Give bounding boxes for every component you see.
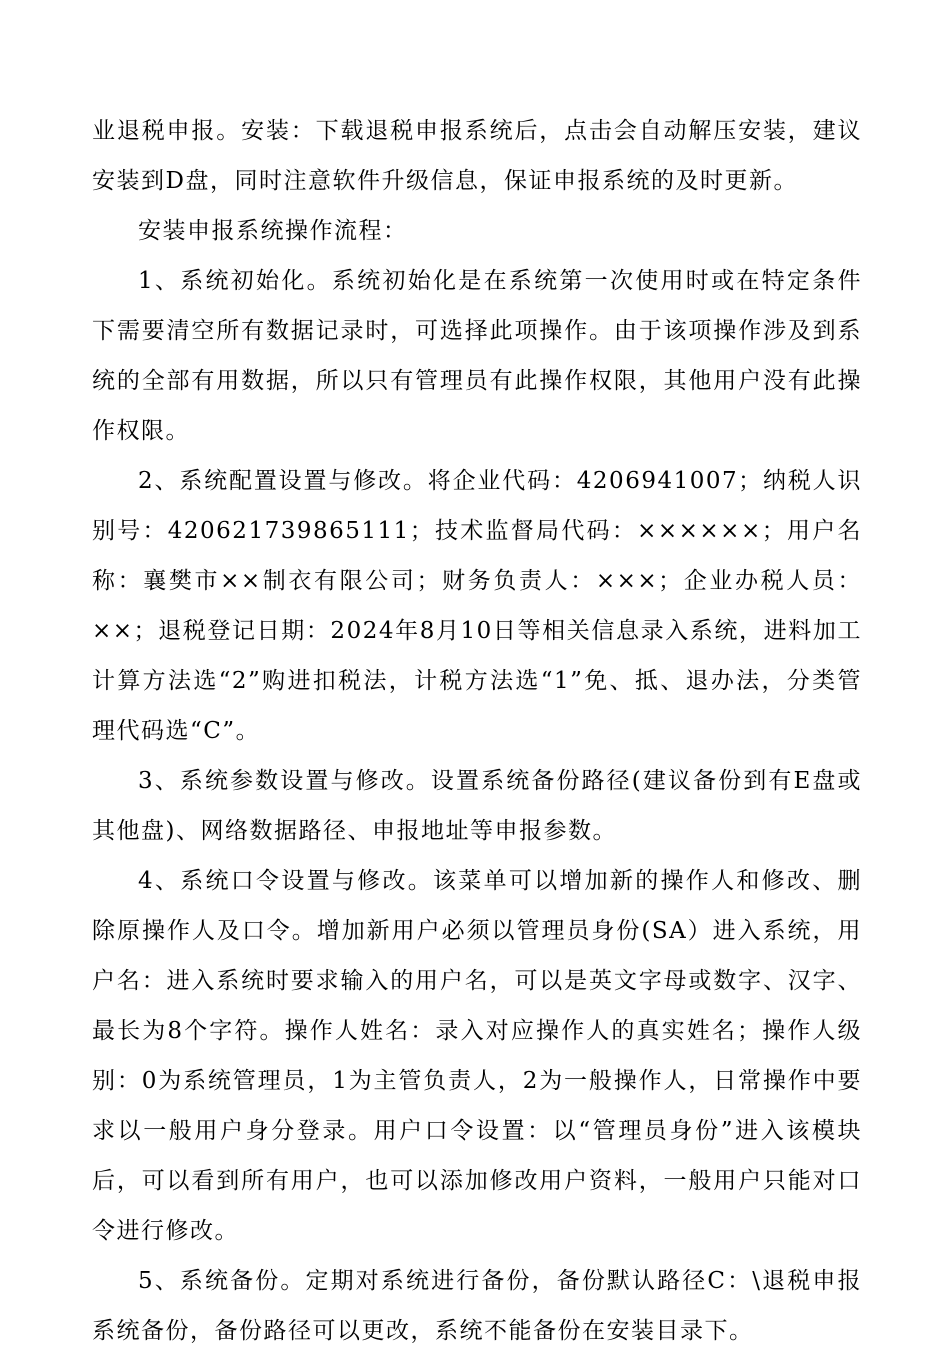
paragraph-install-intro: 业退税申报。安装：下载退税申报系统后，点击会自动解压安装，建议安装到D盘，同时注意软件升级信息，保证申报系统的及时更新。 xyxy=(92,118,862,194)
paragraph-step-1-initialization: 1、系统初始化。系统初始化是在系统第一次使用时或在特定条件下需要清空所有数据记录时，可选择此项操作。由于该项操作涉及到系统的全部有用数据，所以只有管理员有此操作权限，其他用户没有此操作权限。 xyxy=(92,268,862,444)
document-body xyxy=(92,106,862,1356)
paragraph-step-2-configuration: 2、系统配置设置与修改。将企业代码：4206941007；纳税人识别号：420621739865111；技术监督局代码：××××××；用户名称：襄樊市××制衣有限公司；财务负责人：×××；企业办税人员：××；退税登记日期：2024年8月10日等相关信息录入系统，进料加工计算方法选“2”购进扣税法，计税方法选“1”免、抵、退办法，分类管理代码选“C”。 xyxy=(92,468,862,744)
paragraph-process-heading: 安装申报系统操作流程： xyxy=(138,218,408,244)
paragraph-step-5-backup: 5、系统备份。定期对系统进行备份，备份默认路径C：\退税申报系统备份，备份路径可以更改，系统不能备份在安装目录下。 xyxy=(92,1268,862,1344)
paragraph-step-3-parameters: 3、系统参数设置与修改。设置系统备份路径(建议备份到有E盘或其他盘)、网络数据路径、申报地址等申报参数。 xyxy=(92,768,862,844)
paragraph-step-4-password: 4、系统口令设置与修改。该菜单可以增加新的操作人和修改、删除原操作人及口令。增加新用户必须以管理员身份(SA）进入系统，用户名：进入系统时要求输入的用户名，可以是英文字母或数字、汉字、最长为8个字符。操作人姓名：录入对应操作人的真实姓名；操作人级别：0为系统管理员，1为主管负责人，2为一般操作人，日常操作中要求以一般用户身分登录。用户口令设置：以“管理员身份”进入该模块后，可以看到所有用户，也可以添加修改用户资料，一般用户只能对口令进行修改。 xyxy=(92,868,862,1244)
